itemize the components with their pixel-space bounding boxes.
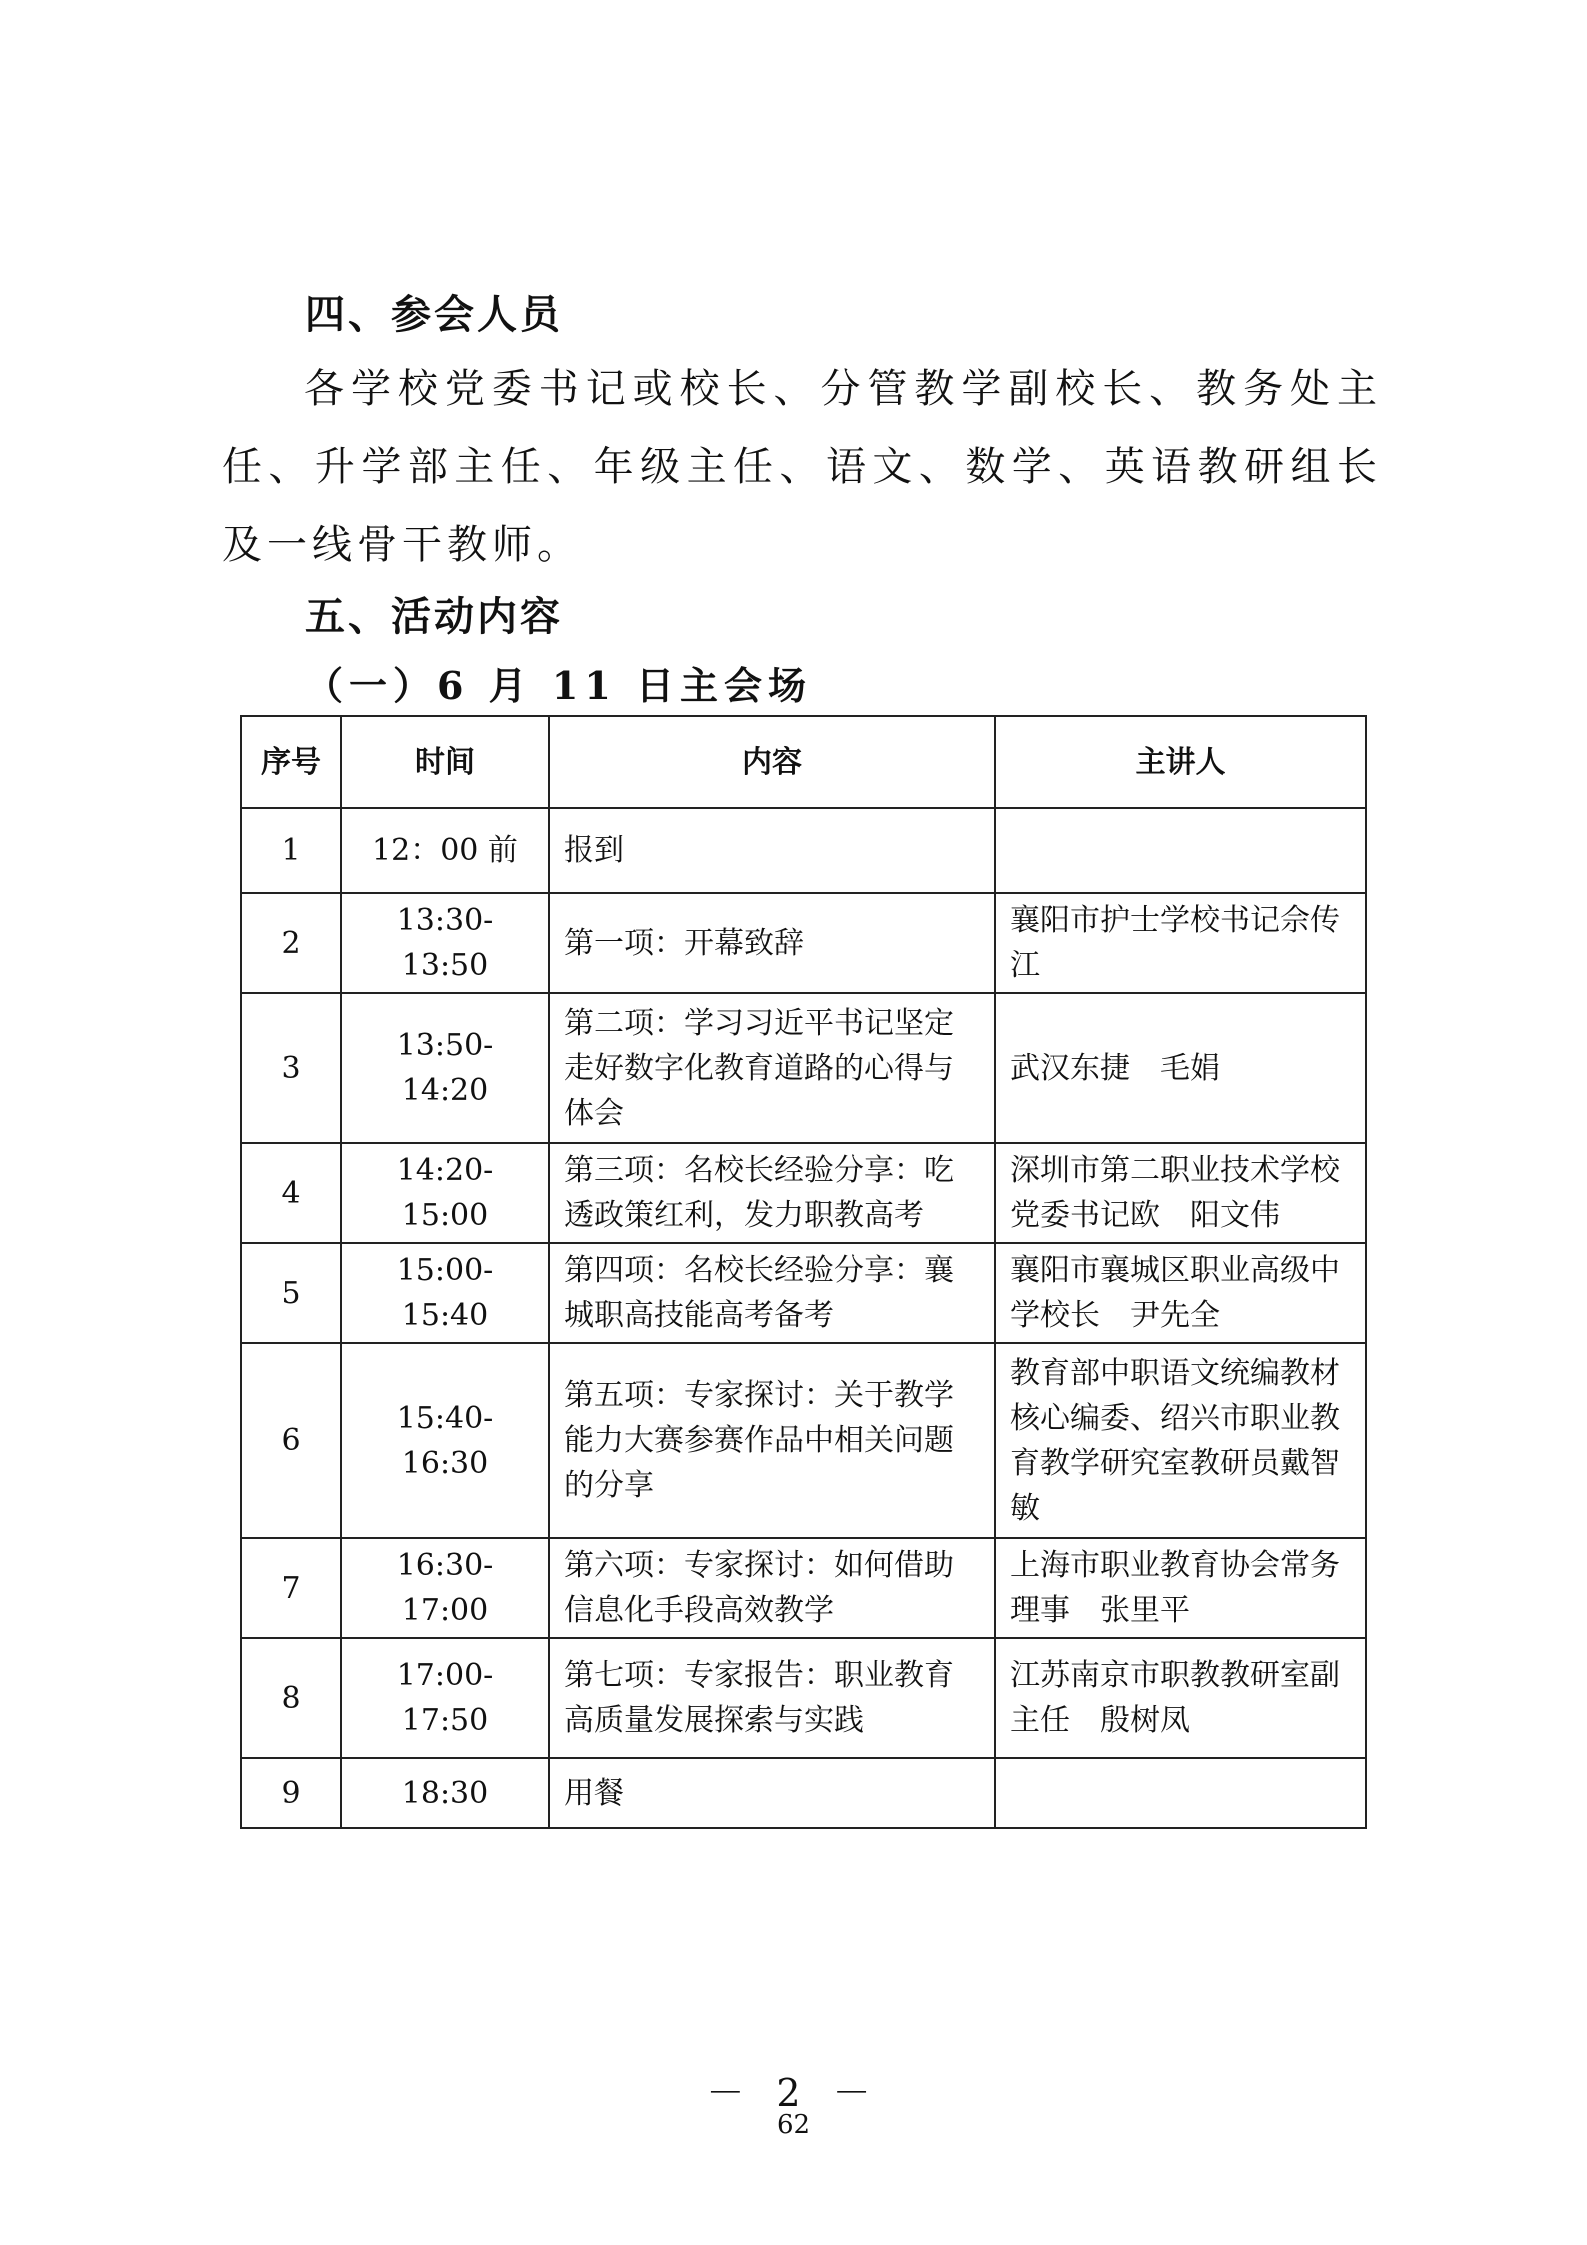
header-content: 内容 xyxy=(549,716,995,808)
row-speaker xyxy=(995,808,1366,893)
header-speaker: 主讲人 xyxy=(995,716,1366,808)
row-time: 18:30 xyxy=(341,1758,549,1828)
row-no: 3 xyxy=(241,993,341,1143)
table-row xyxy=(241,893,1366,993)
table-row xyxy=(241,1758,1366,1828)
row-speaker xyxy=(995,1758,1366,1828)
row-content: 第二项：学习习近平书记坚定走好数字化教育道路的心得与体会 xyxy=(549,993,995,1143)
row-no: 9 xyxy=(241,1758,341,1828)
row-no: 2 xyxy=(241,893,341,993)
row-content: 第五项：专家探讨：关于教学能力大赛参赛作品中相关问题的分享 xyxy=(549,1343,995,1538)
row-speaker: 襄阳市襄城区职业高级中学校长 尹先全 xyxy=(995,1243,1366,1343)
row-time: 16:30-17:00 xyxy=(341,1538,549,1638)
row-content: 报到 xyxy=(549,808,995,893)
table-row xyxy=(241,1243,1366,1343)
subheading-main-venue: （一）6 月 11 日主会场 xyxy=(305,663,813,708)
row-time: 14:20-15:00 xyxy=(341,1143,549,1243)
row-no: 6 xyxy=(241,1343,341,1538)
row-speaker: 深圳市第二职业技术学校党委书记欧 阳文伟 xyxy=(995,1143,1366,1243)
row-time: 15:00-15:40 xyxy=(341,1243,549,1343)
table-row xyxy=(241,1343,1366,1538)
table-row xyxy=(241,1143,1366,1243)
row-content: 第三项：名校长经验分享：吃透政策红利，发力职教高考 xyxy=(549,1143,995,1243)
row-time: 12：00 前 xyxy=(341,808,549,893)
table-row xyxy=(241,808,1366,893)
attendees-paragraph: 各学校党委书记或校长、分管教学副校长、教务处主任、升学部主任、年级主任、语文、数学、英语教研组长及一线骨干教师。 xyxy=(222,366,1382,568)
section-heading-attendees: 四、参会人员 xyxy=(305,292,563,338)
row-no: 4 xyxy=(241,1143,341,1243)
row-no: 5 xyxy=(241,1243,341,1343)
page-marker: － 2 － xyxy=(706,2071,881,2115)
row-speaker: 武汉东捷 毛娟 xyxy=(995,993,1366,1143)
table-header-row xyxy=(241,716,1366,808)
section-heading-activities: 五、活动内容 xyxy=(305,594,563,640)
row-speaker: 教育部中职语文统编教材核心编委、绍兴市职业教育教学研究室教研员戴智敏 xyxy=(995,1343,1366,1538)
header-time: 时间 xyxy=(341,716,549,808)
row-content: 第一项：开幕致辞 xyxy=(549,893,995,993)
header-no: 序号 xyxy=(241,716,341,808)
row-content: 第七项：专家报告：职业教育高质量发展探索与实践 xyxy=(549,1638,995,1758)
row-speaker: 襄阳市护士学校书记佘传江 xyxy=(995,893,1366,993)
row-time: 15:40-16:30 xyxy=(341,1343,549,1538)
row-no: 1 xyxy=(241,808,341,893)
row-content: 第四项：名校长经验分享：襄城职高技能高考备考 xyxy=(549,1243,995,1343)
row-time: 13:30-13:50 xyxy=(341,893,549,993)
row-no: 8 xyxy=(241,1638,341,1758)
row-speaker: 江苏南京市职教教研室副主任 殷树凤 xyxy=(995,1638,1366,1758)
row-time: 13:50-14:20 xyxy=(341,993,549,1143)
row-time: 17:00-17:50 xyxy=(341,1638,549,1758)
row-speaker: 上海市职业教育协会常务理事 张里平 xyxy=(995,1538,1366,1638)
row-content: 第六项：专家探讨：如何借助信息化手段高效教学 xyxy=(549,1538,995,1638)
page-number: 62 xyxy=(776,2110,811,2140)
schedule-table xyxy=(240,715,1367,1829)
table-row xyxy=(241,993,1366,1143)
row-content: 用餐 xyxy=(549,1758,995,1828)
table-row xyxy=(241,1538,1366,1638)
table-row xyxy=(241,1638,1366,1758)
row-no: 7 xyxy=(241,1538,341,1638)
